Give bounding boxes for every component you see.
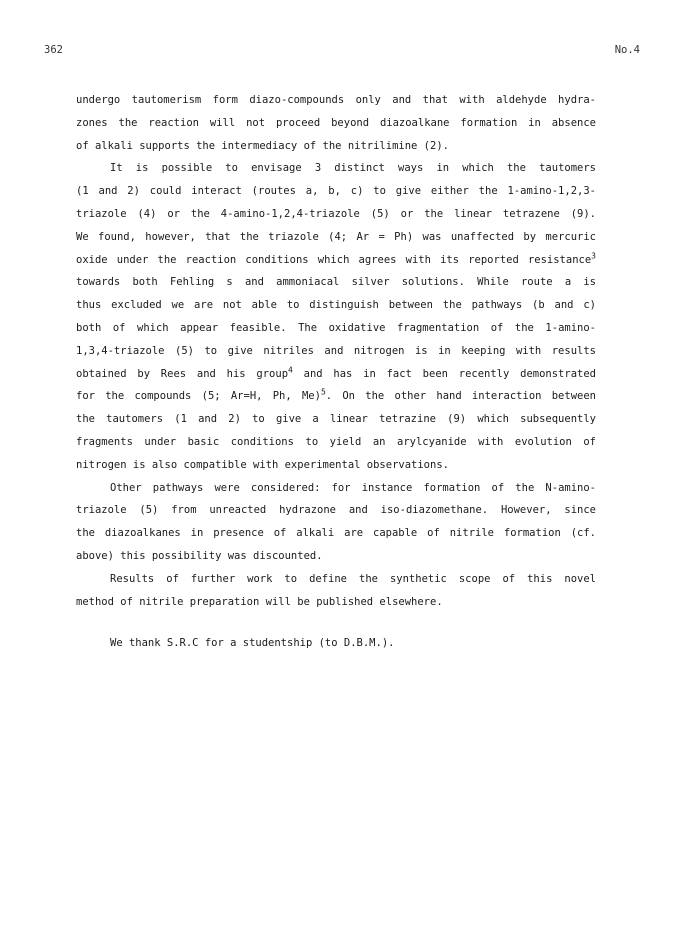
text-span: for the compounds (5; Ar=H, Ph, Me): [76, 390, 321, 403]
text-span: and has in fact been recently demonstrated: [303, 367, 596, 380]
page-number: 362: [44, 44, 63, 56]
text-line: 1,3,4-triazole (5) to give nitriles and nitrogen is in keeping with results: [76, 344, 596, 357]
text-span: oxide under the reaction conditions which agrees with its reported resistance: [76, 253, 592, 266]
text-line: zones the reaction will not proceed beyond diazoalkane formation in absence: [76, 116, 596, 129]
text-line-with-ref: [76, 385, 596, 408]
text-line: the tautomers (1 and 2) to give a linear tetrazine (9) which subsequently: [76, 413, 596, 426]
text-line-with-ref: [76, 249, 596, 272]
text-line: above) this possibility was discounted.: [76, 549, 323, 562]
reference-mark: 3: [591, 251, 596, 261]
reference-mark: 5: [320, 387, 326, 397]
text-line: both of which appear feasible. The oxidative fragmentation of the 1-amino-: [76, 321, 596, 334]
text-line: Other pathways were considered: for instance formation of the N-amino-: [110, 481, 596, 494]
text-line: method of nitrile preparation will be published elsewhere.: [76, 595, 443, 608]
text-line: triazole (5) from unreacted hydrazone and iso-diazomethane. However, since: [76, 504, 596, 517]
text-line: It is possible to envisage 3 distinct ways in which the tautomers: [110, 162, 596, 175]
text-line: undergo tautomerism form diazo-compounds only and that with aldehyde hydra-: [76, 94, 596, 106]
journal-issue: No.4: [614, 44, 640, 56]
text-line: of alkali supports the intermediacy of the nitrilimine (2).: [76, 139, 449, 152]
text-span: obtained by Rees and his group: [76, 367, 289, 380]
text-line-with-ref: [76, 363, 596, 386]
text-line: fragments under basic conditions to yield an arylcyanide with evolution of: [76, 435, 596, 448]
text-line: nitrogen is also compatible with experimental observations.: [76, 458, 449, 471]
text-line: thus excluded we are not able to distinguish between the pathways (b and c): [76, 299, 596, 312]
text-line: Results of further work to define the synthetic scope of this novel: [110, 572, 596, 585]
text-line: We found, however, that the triazole (4; Ar = Ph) was unaffected by mercuric: [76, 230, 596, 243]
reference-mark: 4: [288, 365, 293, 375]
text-line: (1 and 2) could interact (routes a, b, c) to give either the 1-amino-1,2,3-: [76, 185, 596, 198]
article-body: [76, 89, 596, 613]
acknowledgement: We thank S.R.C for a studentship (to D.B.M.).: [110, 637, 395, 649]
text-line: towards both Fehling s and ammoniacal silver solutions. While route a is: [76, 276, 596, 289]
text-span: . On the other hand interaction between: [325, 390, 596, 403]
text-line: the diazoalkanes in presence of alkali are capable of nitrile formation (cf.: [76, 527, 596, 540]
text-line: triazole (4) or the 4-amino-1,2,4-triazole (5) or the linear tetrazene (9).: [76, 207, 596, 220]
